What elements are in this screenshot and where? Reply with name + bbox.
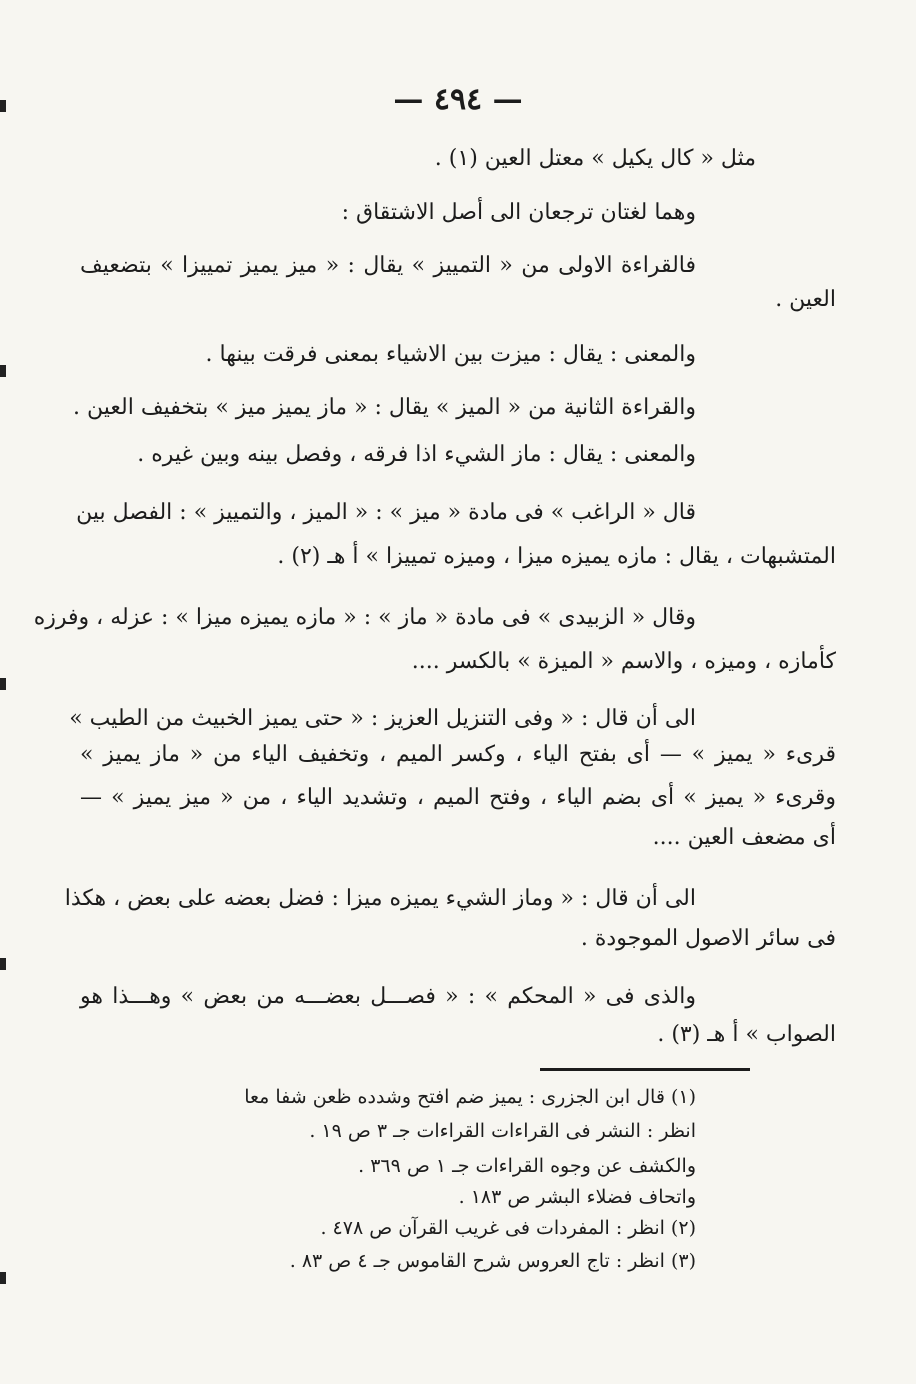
body-line: أى مضعف العين .... [652,825,836,850]
scan-edge-mark [0,365,6,377]
body-line: المتشبهات ، يقال : مازه يميزه ميزا ، وميزه تمييزا » أ هـ (٢) . [277,544,836,569]
body-line: الى أن قال : « وماز الشيء يميزه ميزا : فضل بعضه على بعض ، هكذا [64,886,696,911]
footnote-line: (٣) انظر : تاج العروس شرح القاموس جـ ٤ ص ٨٣ . [289,1250,696,1272]
body-line: وقرىء « يميز » أى بضم الياء ، وفتح الميم ، وتشديد الياء ، من « ميز يميز » — [80,785,836,810]
body-line: قرىء « يميز » — أى بفتح الياء ، وكسر الميم ، وتخفيف الياء من « ماز يميز » [80,742,836,767]
page-number: — ٤٩٤ — [393,82,523,117]
body-line: الصواب » أ هـ (٣) . [657,1022,836,1047]
body-line: الى أن قال : « وفى التنزيل العزيز : « حتى يميز الخبيث من الطيب » [69,706,696,731]
body-line: فى سائر الاصول الموجودة . [580,926,836,951]
body-line: والقراءة الثانية من « الميز » يقال : « ماز يميز ميز » بتخفيف العين . [73,395,696,420]
scan-edge-mark [0,678,6,690]
body-line: فالقراءة الاولى من « التمييز » يقال : « ميز يميز تمييزا » بتضعيف [80,253,696,278]
footnote-divider [540,1068,750,1071]
scan-edge-mark [0,1272,6,1284]
footnote-line: (٢) انظر : المفردات فى غريب القرآن ص ٤٧٨ . [320,1217,696,1239]
body-line: والمعنى : يقال : ميزت بين الاشياء بمعنى فرقت بينها . [205,342,696,367]
body-line: والمعنى : يقال : ماز الشيء اذا فرقه ، وفصل بينه وبين غيره . [137,442,696,467]
body-line: والذى فى « المحكم » : « فصـــل بعضـــه من بعض » وهـــذا هو [80,984,696,1009]
body-line: قال « الراغب » فى مادة « ميز » : « الميز ، والتمييز » : الفصل بين [76,500,696,525]
footnote-line: واتحاف فضلاء البشر ص ١٨٣ . [458,1186,696,1208]
body-line: مثل « كال يكيل » معتل العين (١) . [434,146,756,171]
scan-edge-mark [0,100,6,112]
body-line: وهما لغتان ترجعان الى أصل الاشتقاق : [341,200,696,225]
footnote-line: انظر : النشر فى القراءات القراءات جـ ٣ ص ١٩ . [309,1120,696,1142]
body-line: وقال « الزبيدى » فى مادة « ماز » : « مازه يميزه ميزا » : عزله ، وفرزه [33,605,696,630]
body-line: العين . [775,287,836,312]
footnote-line: والكشف عن وجوه القراءات جـ ١ ص ٣٦٩ . [358,1155,696,1177]
body-line: كأمازه ، وميزه ، والاسم « الميزة » بالكسر .... [411,649,836,674]
footnote-line: (١) قال ابن الجزرى : يميز ضم افتح وشدده ظعن شفا معا [244,1086,696,1108]
scan-edge-mark [0,958,6,970]
